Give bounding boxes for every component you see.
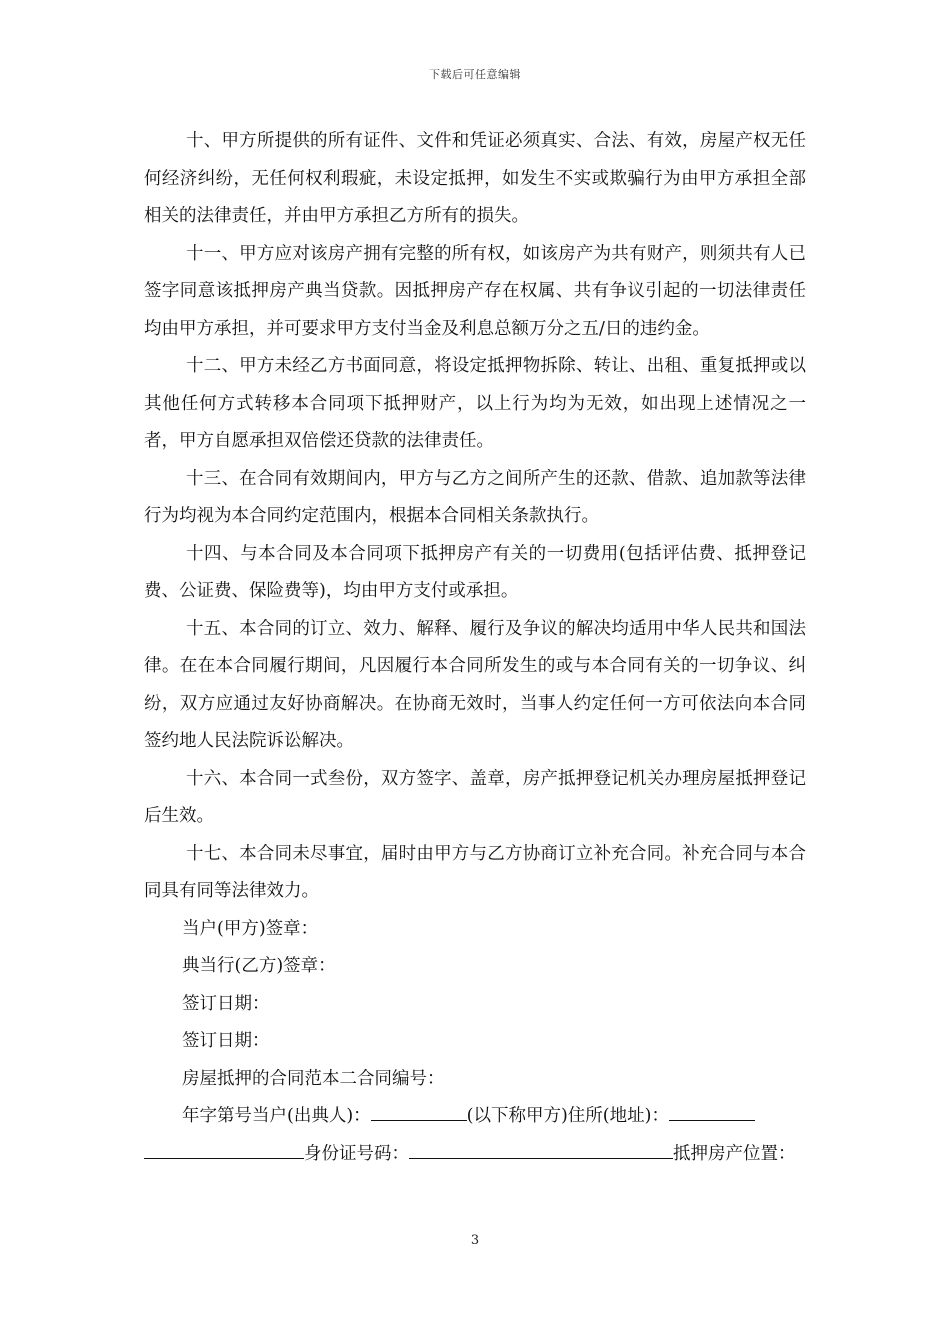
pawner-name-blank (371, 1102, 467, 1121)
pawner-info-line (144, 1098, 806, 1136)
clause-16: 十六、本合同一式叁份，双方签字、盖章，房产抵押登记机关办理房屋抵押登记后生效。 (144, 768, 806, 826)
address-continued-blank (144, 1140, 304, 1159)
property-location-label: 抵押房产位置： (673, 1143, 796, 1164)
clause-11: 十一、甲方应对该房产拥有完整的所有权，如该房产为共有财产，则须共有人已签字同意该抵押房产典当贷款。因抵押房产存在权属、共有争议引起的一切法律责任均由甲方承担，并可要求甲方支付当金及利息总额万分之五/日的违约金。 (144, 243, 806, 339)
pawner-label: 年字第号当户(出典人)： (182, 1106, 371, 1126)
clause-10: 十、甲方所提供的所有证件、文件和凭证必须真实、合法、有效，房屋产权无任何经济纠纷，无任何权利瑕疵，未设定抵押，如发生不实或欺骗行为由甲方承担全部相关的法律责任，并由甲方承担乙方所有的损失。 (144, 131, 806, 226)
clause-14: 十四、与本合同及本合同项下抵押房产有关的一切费用(包括评估费、抵押登记费、公证费、保险费等)，均由甲方支付或承担。 (144, 543, 806, 601)
page-header: 下载后可任意编辑 (429, 68, 521, 81)
id-number-blank (409, 1140, 673, 1159)
page-number: 3 (470, 1233, 480, 1248)
template-title: 房屋抵押的合同范本二合同编号： (182, 1068, 445, 1089)
id-location-line (144, 1136, 806, 1174)
party-b-signature-label: 典当行(乙方)签章： (182, 956, 336, 976)
id-number-label: 身份证号码： (304, 1143, 409, 1164)
clause-15: 十五、本合同的订立、效力、解释、履行及争议的解决均适用中华人民共和国法律。在在本合同履行期间，凡因履行本合同所发生的或与本合同有关的一切争议、纠纷，双方应通过友好协商解决。在协商无效时，当事人约定任何一方可依法向本合同签约地人民法院诉讼解决。 (144, 618, 806, 751)
address-blank (669, 1102, 755, 1121)
clause-13: 十三、在合同有效期间内，甲方与乙方之间所产生的还款、借款、追加款等法律行为均视为本合同约定范围内，根据本合同相关条款执行。 (144, 468, 806, 526)
signing-date-label: 签订日期： (182, 993, 270, 1014)
clause-12: 十二、甲方未经乙方书面同意，将设定抵押物拆除、转让、出租、重复抵押或以其他任何方式转移本合同项下抵押财产，以上行为均为无效，如出现上述情况之一者，甲方自愿承担双倍偿还贷款的法律责任。 (144, 356, 806, 451)
address-label: (以下称甲方)住所(地址)： (466, 1106, 669, 1126)
party-a-signature-label: 当户(甲方)签章： (182, 918, 319, 939)
signing-date-label-2: 签订日期： (182, 1031, 270, 1051)
document-body (144, 123, 806, 1173)
clause-17: 十七、本合同未尽事宜，届时由甲方与乙方协商订立补充合同。补充合同与本合同具有同等法律效力。 (144, 843, 806, 901)
